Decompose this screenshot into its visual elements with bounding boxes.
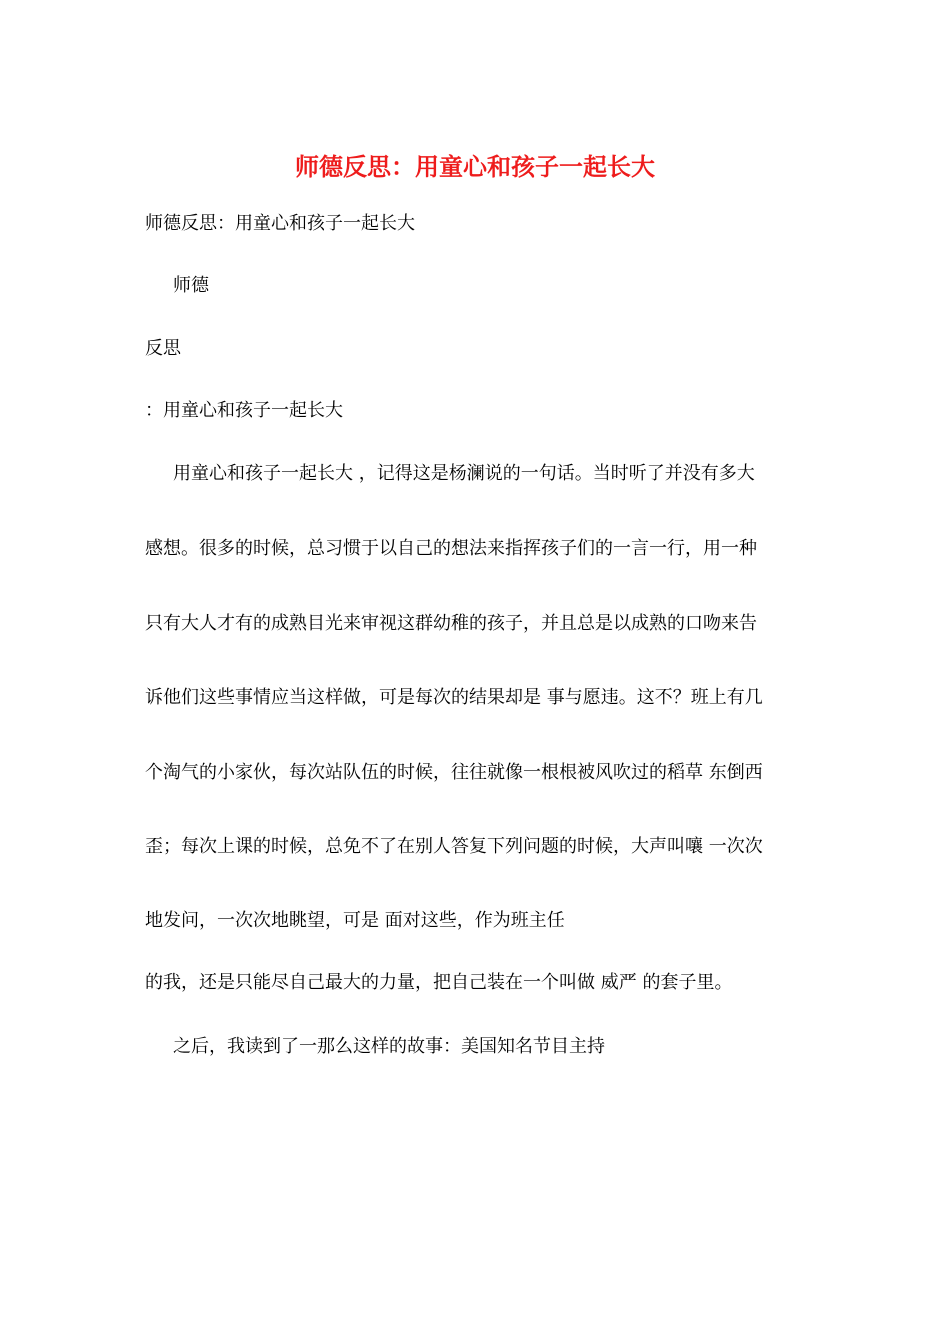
text-line: 地发问，一次次地眺望，可是 面对这些，作为班主任 (145, 910, 565, 931)
text-line: 诉他们这些事情应当这样做，可是每次的结果却是 事与愿违。这不？班上有几 (145, 687, 763, 708)
document-title: 师德反思：用童心和孩子一起长大 (295, 152, 655, 181)
text-line: 师德 (173, 275, 209, 296)
text-line: 反思 (145, 338, 181, 359)
text-line: 个淘气的小家伙，每次站队伍的时候，往往就像一根根被风吹过的稻草 东倒西 (145, 762, 763, 783)
text-line: 师德反思：用童心和孩子一起长大 (145, 213, 415, 234)
text-line: 歪；每次上课的时候，总免不了在别人答复下列问题的时候，大声叫嚷 一次次 (145, 836, 763, 857)
text-line: 之后，我读到了一那么这样的故事：美国知名节目主持 (173, 1036, 605, 1057)
text-line: 的我，还是只能尽自己最大的力量，把自己装在一个叫做 威严 的套子里。 (145, 972, 733, 993)
text-line: 只有大人才有的成熟目光来审视这群幼稚的孩子，并且总是以成熟的口吻来告 (145, 613, 757, 634)
text-line: 用童心和孩子一起长大 ，记得这是杨澜说的一句话。当时听了并没有多大 (173, 463, 755, 484)
text-line: ：用童心和孩子一起长大 (145, 400, 343, 421)
text-line: 感想。很多的时候，总习惯于以自己的想法来指挥孩子们的一言一行，用一种 (145, 538, 757, 559)
